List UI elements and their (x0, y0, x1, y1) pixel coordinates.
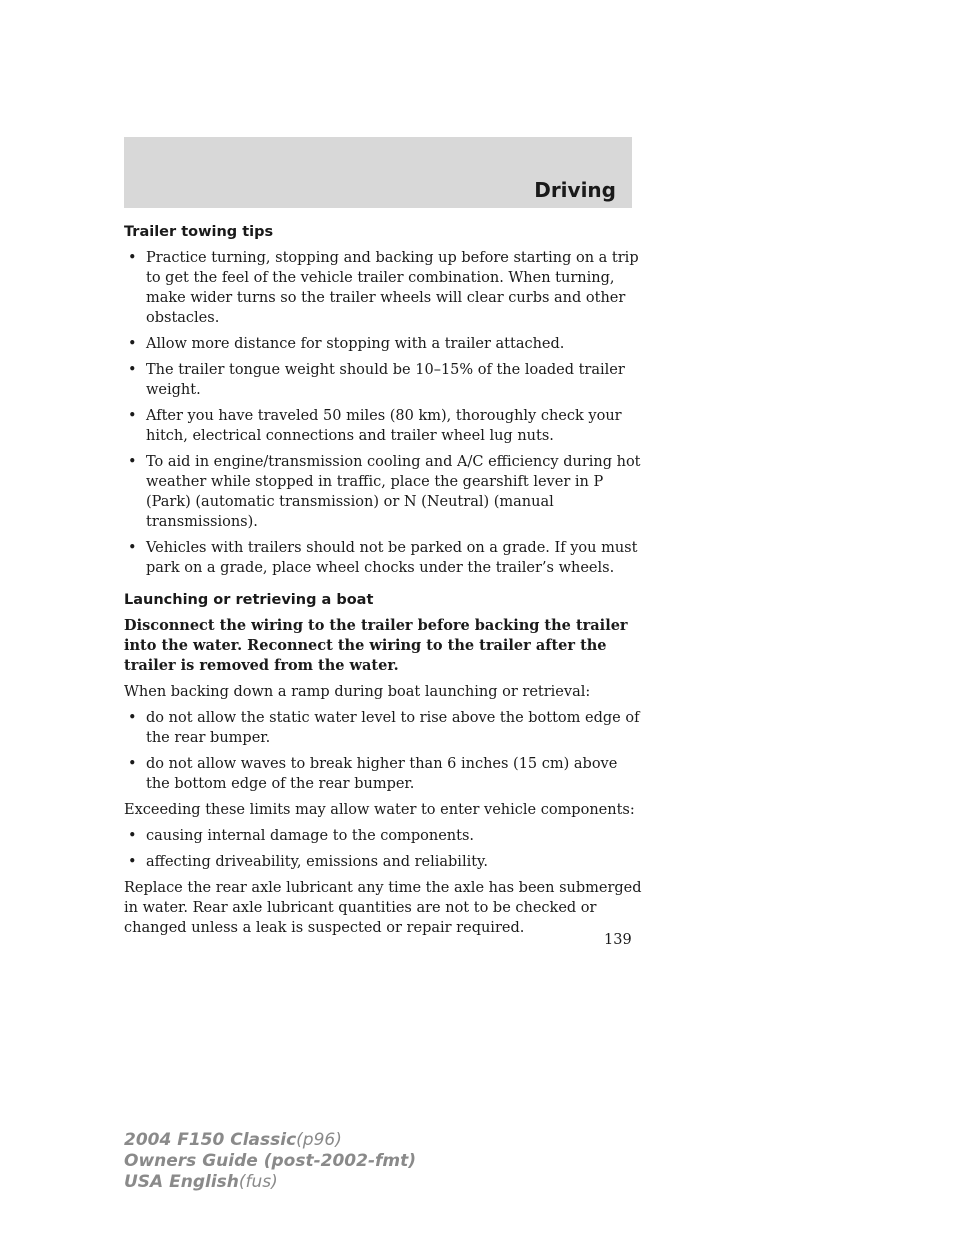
list-item (124, 754, 644, 794)
list-item-text: Allow more distance for stopping with a trailer attached. (146, 336, 565, 352)
list-item (124, 248, 644, 328)
footer-line-model (124, 1130, 416, 1151)
bullet-icon: • (128, 408, 137, 424)
footer-language: USA English (124, 1172, 239, 1192)
bullet-icon: • (128, 710, 137, 726)
boat-warning: Disconnect the wiring to the trailer before backing the trailer into the water. Reconnect the wiring to the trailer after the trailer is removed from the water. (124, 617, 628, 674)
section-title: Driving (534, 178, 616, 202)
list-item-text: affecting driveability, emissions and reliability. (146, 854, 488, 870)
list-item (124, 406, 644, 446)
header-band (124, 137, 632, 208)
bullet-icon: • (128, 454, 137, 470)
list-item (124, 708, 644, 748)
page-number: 139 (604, 932, 632, 948)
bullet-icon: • (128, 250, 137, 266)
document-footer (124, 1130, 416, 1193)
list-item-text: Practice turning, stopping and backing up before starting on a trip to get the feel of the vehicle trailer combination. When turning, make wider turns so the trailer wheels will clear curbs and other obstacles. (146, 250, 639, 326)
footer-line-language (124, 1172, 416, 1193)
page-content (124, 222, 644, 944)
list-item (124, 360, 644, 400)
exceed-text: Exceeding these limits may allow water to enter vehicle components: (124, 802, 635, 818)
list-item-text: do not allow waves to break higher than 6 inches (15 cm) above the bottom edge of the rear bumper. (146, 756, 618, 792)
exceed-list (124, 826, 644, 872)
closing-paragraph: Replace the rear axle lubricant any time the axle has been submerged in water. Rear axle lubricant quantities are not to be checked or changed unless a leak is suspected or repair required. (124, 880, 642, 936)
list-item (124, 852, 644, 872)
boat-intro: When backing down a ramp during boat launching or retrieval: (124, 684, 591, 700)
list-item-text: After you have traveled 50 miles (80 km), thoroughly check your hitch, electrical connections and trailer wheel lug nuts. (146, 408, 622, 444)
footer-model-code: (p96) (296, 1130, 342, 1150)
footer-line-guide (124, 1151, 416, 1172)
bullet-icon: • (128, 854, 137, 870)
bullet-icon: • (128, 336, 137, 352)
towing-tips-list (124, 248, 644, 578)
list-item (124, 452, 644, 532)
bullet-icon: • (128, 540, 137, 556)
footer-guide: Owners Guide (post-2002-fmt) (124, 1151, 417, 1171)
boat-heading: Launching or retrieving a boat (124, 592, 374, 608)
list-item (124, 334, 644, 354)
list-item-text: do not allow the static water level to rise above the bottom edge of the rear bumper. (146, 710, 640, 746)
footer-language-code: (fus) (238, 1172, 278, 1192)
bullet-icon: • (128, 756, 137, 772)
towing-tips-heading: Trailer towing tips (124, 224, 274, 240)
boat-ramp-list (124, 708, 644, 794)
list-item-text: Vehicles with trailers should not be parked on a grade. If you must park on a grade, place wheel chocks under the trailer’s wheels. (146, 540, 638, 576)
list-item (124, 538, 644, 578)
list-item-text: To aid in engine/transmission cooling and A/C efficiency during hot weather while stopped in traffic, place the gearshift lever in P (Park) (automatic transmission) or N (Neutral) (manual transmissions). (146, 454, 641, 530)
bullet-icon: • (128, 362, 137, 378)
list-item-text: The trailer tongue weight should be 10–15% of the loaded trailer weight. (146, 362, 625, 398)
footer-model: 2004 F150 Classic (124, 1130, 297, 1150)
bullet-icon: • (128, 828, 137, 844)
list-item (124, 826, 644, 846)
list-item-text: causing internal damage to the components. (146, 828, 475, 844)
